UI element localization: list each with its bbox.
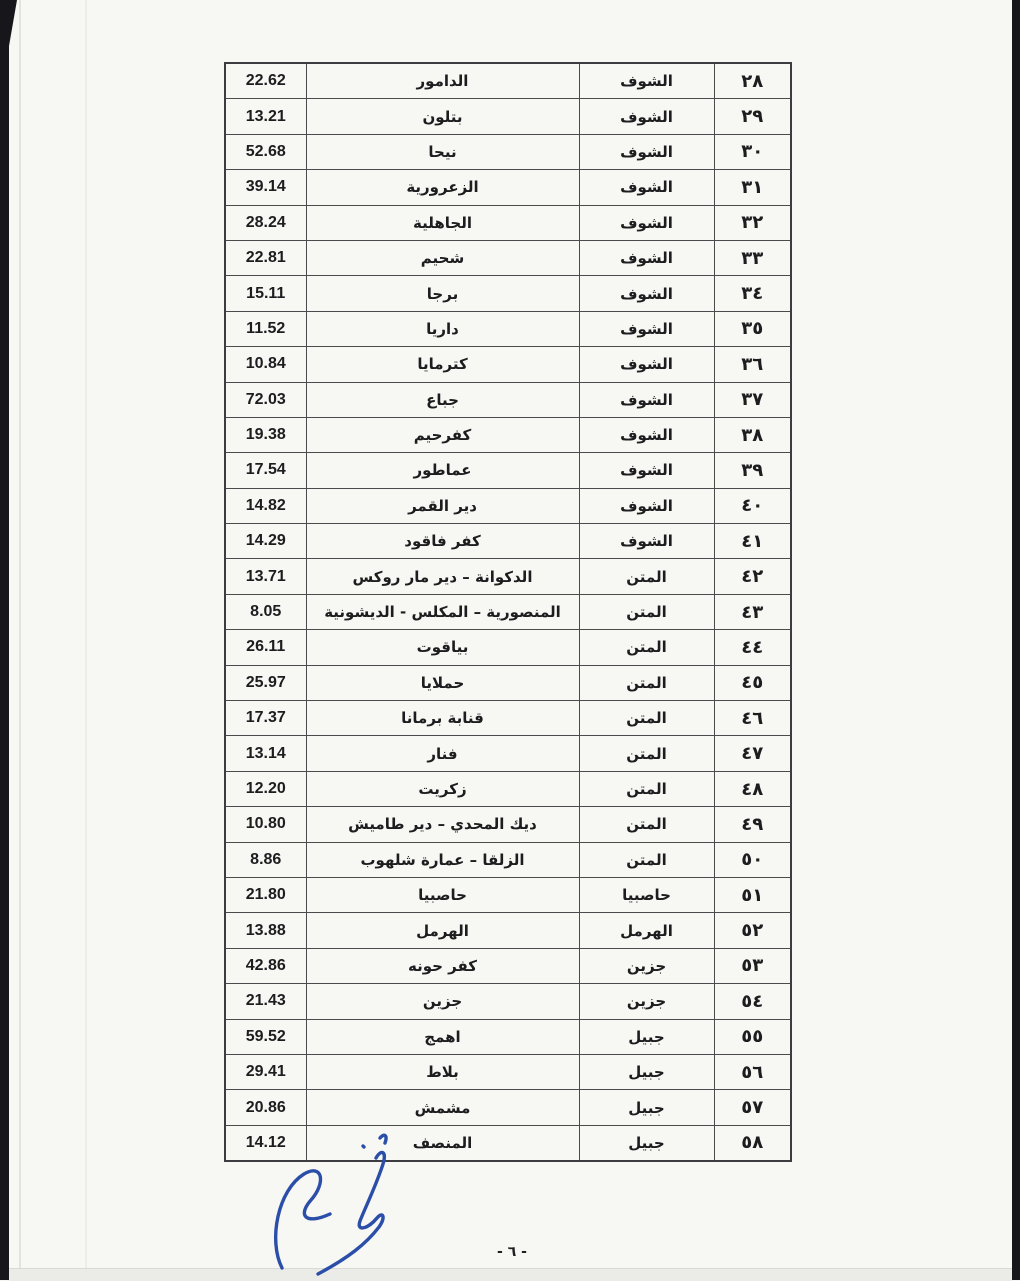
value-cell: 59.52: [225, 1019, 306, 1054]
row-number-cell: ٣٢: [714, 205, 791, 240]
town-cell: الهرمل: [306, 913, 579, 948]
district-cell: الشوف: [579, 134, 714, 169]
value-cell: 8.86: [225, 842, 306, 877]
value-cell: 14.12: [225, 1125, 306, 1161]
town-cell: داريا: [306, 311, 579, 346]
row-number-cell: ٢٩: [714, 99, 791, 134]
table-body: [225, 63, 791, 1161]
value-cell: 19.38: [225, 417, 306, 452]
value-cell: 21.43: [225, 984, 306, 1019]
table-row: [225, 417, 791, 452]
table-row: [225, 170, 791, 205]
table-row: [225, 984, 791, 1019]
value-cell: 10.84: [225, 347, 306, 382]
table-row: [225, 205, 791, 240]
town-cell: عماطور: [306, 453, 579, 488]
row-number-cell: ٤٦: [714, 701, 791, 736]
district-cell: الشوف: [579, 240, 714, 275]
town-cell: قنابة برمانا: [306, 701, 579, 736]
table-row: [225, 771, 791, 806]
district-cell: الشوف: [579, 63, 714, 99]
town-cell: المنصف: [306, 1125, 579, 1161]
district-cell: المتن: [579, 594, 714, 629]
value-cell: 20.86: [225, 1090, 306, 1125]
district-cell: جبيل: [579, 1019, 714, 1054]
town-cell: فنار: [306, 736, 579, 771]
table-row: [225, 1090, 791, 1125]
value-cell: 29.41: [225, 1054, 306, 1089]
value-cell: 17.54: [225, 453, 306, 488]
table-row: [225, 382, 791, 417]
table-row: [225, 1054, 791, 1089]
row-number-cell: ٣٦: [714, 347, 791, 382]
town-cell: بتلون: [306, 99, 579, 134]
row-number-cell: ٢٨: [714, 63, 791, 99]
value-cell: 26.11: [225, 630, 306, 665]
town-cell: الدكوانة – دير مار روكس: [306, 559, 579, 594]
row-number-cell: ٤٧: [714, 736, 791, 771]
town-cell: جباع: [306, 382, 579, 417]
table-row: [225, 1125, 791, 1161]
district-cell: حاصبيا: [579, 877, 714, 912]
row-number-cell: ٣٤: [714, 276, 791, 311]
row-number-cell: ٣٨: [714, 417, 791, 452]
value-cell: 17.37: [225, 701, 306, 736]
table-row: [225, 240, 791, 275]
municipalities-table: [224, 62, 792, 1162]
town-cell: دير القمر: [306, 488, 579, 523]
value-cell: 15.11: [225, 276, 306, 311]
paper-edge-line: [19, 0, 21, 1280]
district-cell: المتن: [579, 842, 714, 877]
town-cell: المنصورية – المكلس - الديشونية: [306, 594, 579, 629]
table-row: [225, 736, 791, 771]
row-number-cell: ٤٩: [714, 807, 791, 842]
scan-bottom-edge: [9, 1268, 1012, 1281]
town-cell: ديك المحدي – دير طاميش: [306, 807, 579, 842]
table-row: [225, 453, 791, 488]
value-cell: 10.80: [225, 807, 306, 842]
scan-edge-left: [0, 0, 9, 1280]
value-cell: 52.68: [225, 134, 306, 169]
row-number-cell: ٥٤: [714, 984, 791, 1019]
district-cell: المتن: [579, 736, 714, 771]
row-number-cell: ٥٢: [714, 913, 791, 948]
value-cell: 8.05: [225, 594, 306, 629]
value-cell: 13.21: [225, 99, 306, 134]
value-cell: 13.14: [225, 736, 306, 771]
page-number: - ٦ -: [497, 1244, 527, 1260]
district-cell: جبيل: [579, 1125, 714, 1161]
row-number-cell: ٤١: [714, 524, 791, 559]
table-row: [225, 311, 791, 346]
town-cell: الزعرورية: [306, 170, 579, 205]
town-cell: الزلقا – عمارة شلهوب: [306, 842, 579, 877]
row-number-cell: ٥٨: [714, 1125, 791, 1161]
district-cell: الشوف: [579, 276, 714, 311]
table-row: [225, 701, 791, 736]
district-cell: المتن: [579, 807, 714, 842]
row-number-cell: ٣١: [714, 170, 791, 205]
town-cell: حملايا: [306, 665, 579, 700]
district-cell: الشوف: [579, 382, 714, 417]
paper-fold-line: [85, 0, 87, 1280]
table-row: [225, 913, 791, 948]
table-row: [225, 665, 791, 700]
town-cell: الدامور: [306, 63, 579, 99]
town-cell: اهمج: [306, 1019, 579, 1054]
town-cell: حاصبيا: [306, 877, 579, 912]
row-number-cell: ٥٠: [714, 842, 791, 877]
district-cell: الشوف: [579, 524, 714, 559]
value-cell: 12.20: [225, 771, 306, 806]
table-row: [225, 559, 791, 594]
town-cell: نيحا: [306, 134, 579, 169]
value-cell: 39.14: [225, 170, 306, 205]
table-row: [225, 488, 791, 523]
district-cell: الشوف: [579, 453, 714, 488]
district-cell: الشوف: [579, 311, 714, 346]
value-cell: 13.71: [225, 559, 306, 594]
district-cell: الشوف: [579, 417, 714, 452]
table-row: [225, 948, 791, 983]
district-cell: المتن: [579, 665, 714, 700]
district-cell: الشوف: [579, 205, 714, 240]
row-number-cell: ٤٥: [714, 665, 791, 700]
district-cell: جزين: [579, 984, 714, 1019]
scan-edge-left-wedge: [9, 0, 17, 46]
town-cell: شحيم: [306, 240, 579, 275]
town-cell: كفرحيم: [306, 417, 579, 452]
scan-edge-right: [1012, 0, 1020, 1280]
row-number-cell: ٤٣: [714, 594, 791, 629]
district-cell: المتن: [579, 701, 714, 736]
table-row: [225, 877, 791, 912]
table-row: [225, 347, 791, 382]
table-row: [225, 99, 791, 134]
value-cell: 14.29: [225, 524, 306, 559]
town-cell: مشمش: [306, 1090, 579, 1125]
table-row: [225, 276, 791, 311]
row-number-cell: ٥١: [714, 877, 791, 912]
district-cell: جبيل: [579, 1090, 714, 1125]
row-number-cell: ٣٣: [714, 240, 791, 275]
town-cell: زكريت: [306, 771, 579, 806]
row-number-cell: ٤٢: [714, 559, 791, 594]
district-cell: المتن: [579, 771, 714, 806]
table-row: [225, 630, 791, 665]
row-number-cell: ٣٥: [714, 311, 791, 346]
table-row: [225, 134, 791, 169]
row-number-cell: ٤٨: [714, 771, 791, 806]
district-cell: المتن: [579, 559, 714, 594]
row-number-cell: ٤٤: [714, 630, 791, 665]
row-number-cell: ٣٩: [714, 453, 791, 488]
value-cell: 25.97: [225, 665, 306, 700]
town-cell: الجاهلية: [306, 205, 579, 240]
value-cell: 11.52: [225, 311, 306, 346]
town-cell: كترمايا: [306, 347, 579, 382]
table-row: [225, 594, 791, 629]
town-cell: كفر فاقود: [306, 524, 579, 559]
row-number-cell: ٥٣: [714, 948, 791, 983]
value-cell: 42.86: [225, 948, 306, 983]
row-number-cell: ٤٠: [714, 488, 791, 523]
town-cell: كفر حونه: [306, 948, 579, 983]
district-cell: الشوف: [579, 488, 714, 523]
value-cell: 14.82: [225, 488, 306, 523]
value-cell: 22.62: [225, 63, 306, 99]
row-number-cell: ٥٧: [714, 1090, 791, 1125]
district-cell: جبيل: [579, 1054, 714, 1089]
district-cell: الشوف: [579, 347, 714, 382]
district-cell: الشوف: [579, 170, 714, 205]
table-row: [225, 1019, 791, 1054]
district-cell: الشوف: [579, 99, 714, 134]
town-cell: بلاط: [306, 1054, 579, 1089]
town-cell: بياقوت: [306, 630, 579, 665]
town-cell: برجا: [306, 276, 579, 311]
row-number-cell: ٥٦: [714, 1054, 791, 1089]
value-cell: 21.80: [225, 877, 306, 912]
row-number-cell: ٣٠: [714, 134, 791, 169]
value-cell: 22.81: [225, 240, 306, 275]
table-row: [225, 807, 791, 842]
district-cell: جزين: [579, 948, 714, 983]
value-cell: 72.03: [225, 382, 306, 417]
table-row: [225, 524, 791, 559]
district-cell: المتن: [579, 630, 714, 665]
town-cell: جزين: [306, 984, 579, 1019]
table-row: [225, 842, 791, 877]
value-cell: 28.24: [225, 205, 306, 240]
value-cell: 13.88: [225, 913, 306, 948]
row-number-cell: ٥٥: [714, 1019, 791, 1054]
row-number-cell: ٣٧: [714, 382, 791, 417]
table-row: [225, 63, 791, 99]
district-cell: الهرمل: [579, 913, 714, 948]
